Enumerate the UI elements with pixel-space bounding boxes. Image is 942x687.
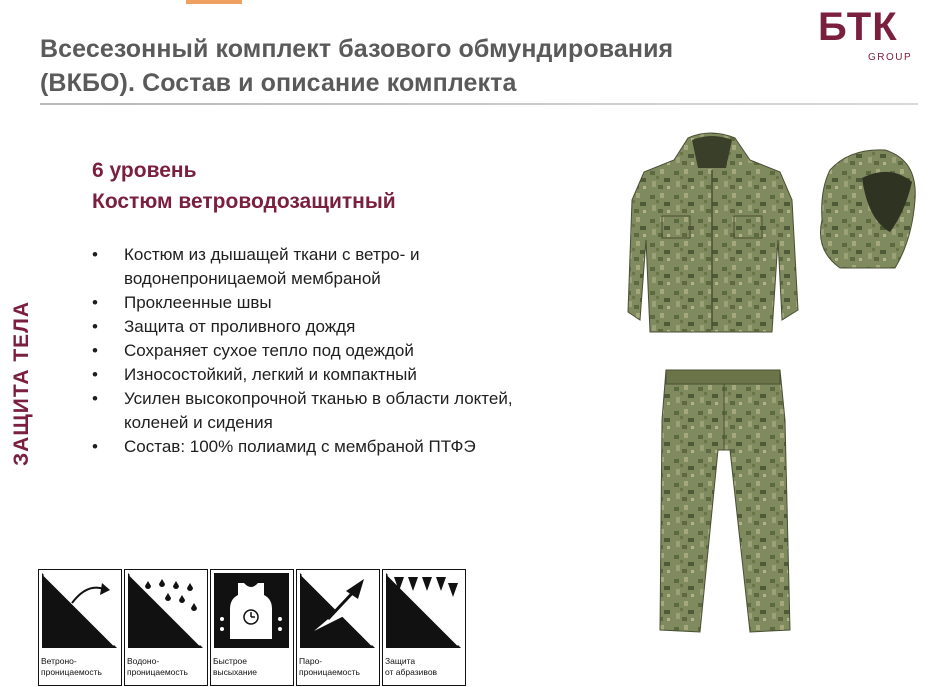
property-card (38, 569, 122, 686)
side-category-label: ЗАЩИТА ТЕЛА (10, 300, 33, 466)
property-card (124, 569, 208, 686)
section-heading (92, 155, 396, 217)
trousers-image (660, 370, 790, 632)
bullet-icon: • (92, 245, 98, 264)
quick-drying-icon (214, 573, 289, 648)
bullet-icon: • (92, 317, 98, 336)
hood-image (820, 150, 915, 268)
feature-item: • Проклеенные швы (92, 291, 612, 315)
title-line-1: Всесезонный комплект базового обмундирования (40, 35, 674, 63)
water-permeability-icon (128, 573, 203, 648)
feature-item: • Костюм из дышащей ткани с ветро- и водонепроницаемой мембраной (92, 245, 420, 288)
property-card (382, 569, 466, 686)
property-icons (38, 569, 466, 686)
bullet-icon: • (92, 389, 98, 408)
wind-permeability-icon (42, 573, 117, 648)
logo-subtext: GROUP (868, 52, 913, 63)
property-card (210, 569, 294, 686)
btk-logo (818, 5, 918, 63)
logo-text: БТК (818, 5, 898, 49)
abrasion-protection-icon (386, 573, 461, 648)
feature-item: • Износостойкий, легкий и компактный (92, 363, 612, 387)
property-label: Быстрое высыхание (213, 656, 258, 677)
property-label: Водоно- проницаемость (127, 656, 188, 677)
page-title (40, 32, 800, 100)
property-label: Защита от абразивов (385, 656, 438, 677)
header-divider (40, 103, 918, 105)
bullet-icon: • (92, 437, 98, 456)
bullet-icon: • (92, 341, 98, 360)
feature-item: • Состав: 100% полиамид с мембраной ПТФЭ (92, 435, 612, 459)
top-accent-bar (186, 0, 242, 4)
vapor-permeability-icon (300, 573, 375, 648)
property-card (296, 569, 380, 686)
title-line-2: (ВКБО). Состав и описание комплекта (40, 69, 517, 97)
property-label: Ветроно- проницаемость (41, 656, 102, 677)
property-label: Паро- проницаемость (299, 656, 360, 677)
bullet-icon: • (92, 365, 98, 384)
feature-list (92, 243, 612, 459)
feature-item: • Усилен высокопрочной тканью в области локтей, коленей и сидения (92, 389, 513, 432)
bullet-icon: • (92, 293, 98, 312)
level-label: 6 уровень (92, 159, 197, 182)
feature-item: • Защита от проливного дождя (92, 315, 612, 339)
jacket-image (628, 133, 798, 332)
product-images (600, 120, 935, 650)
feature-item: • Сохраняет сухое тепло под одеждой (92, 339, 612, 363)
product-name: Костюм ветроводозащитный (92, 190, 396, 213)
